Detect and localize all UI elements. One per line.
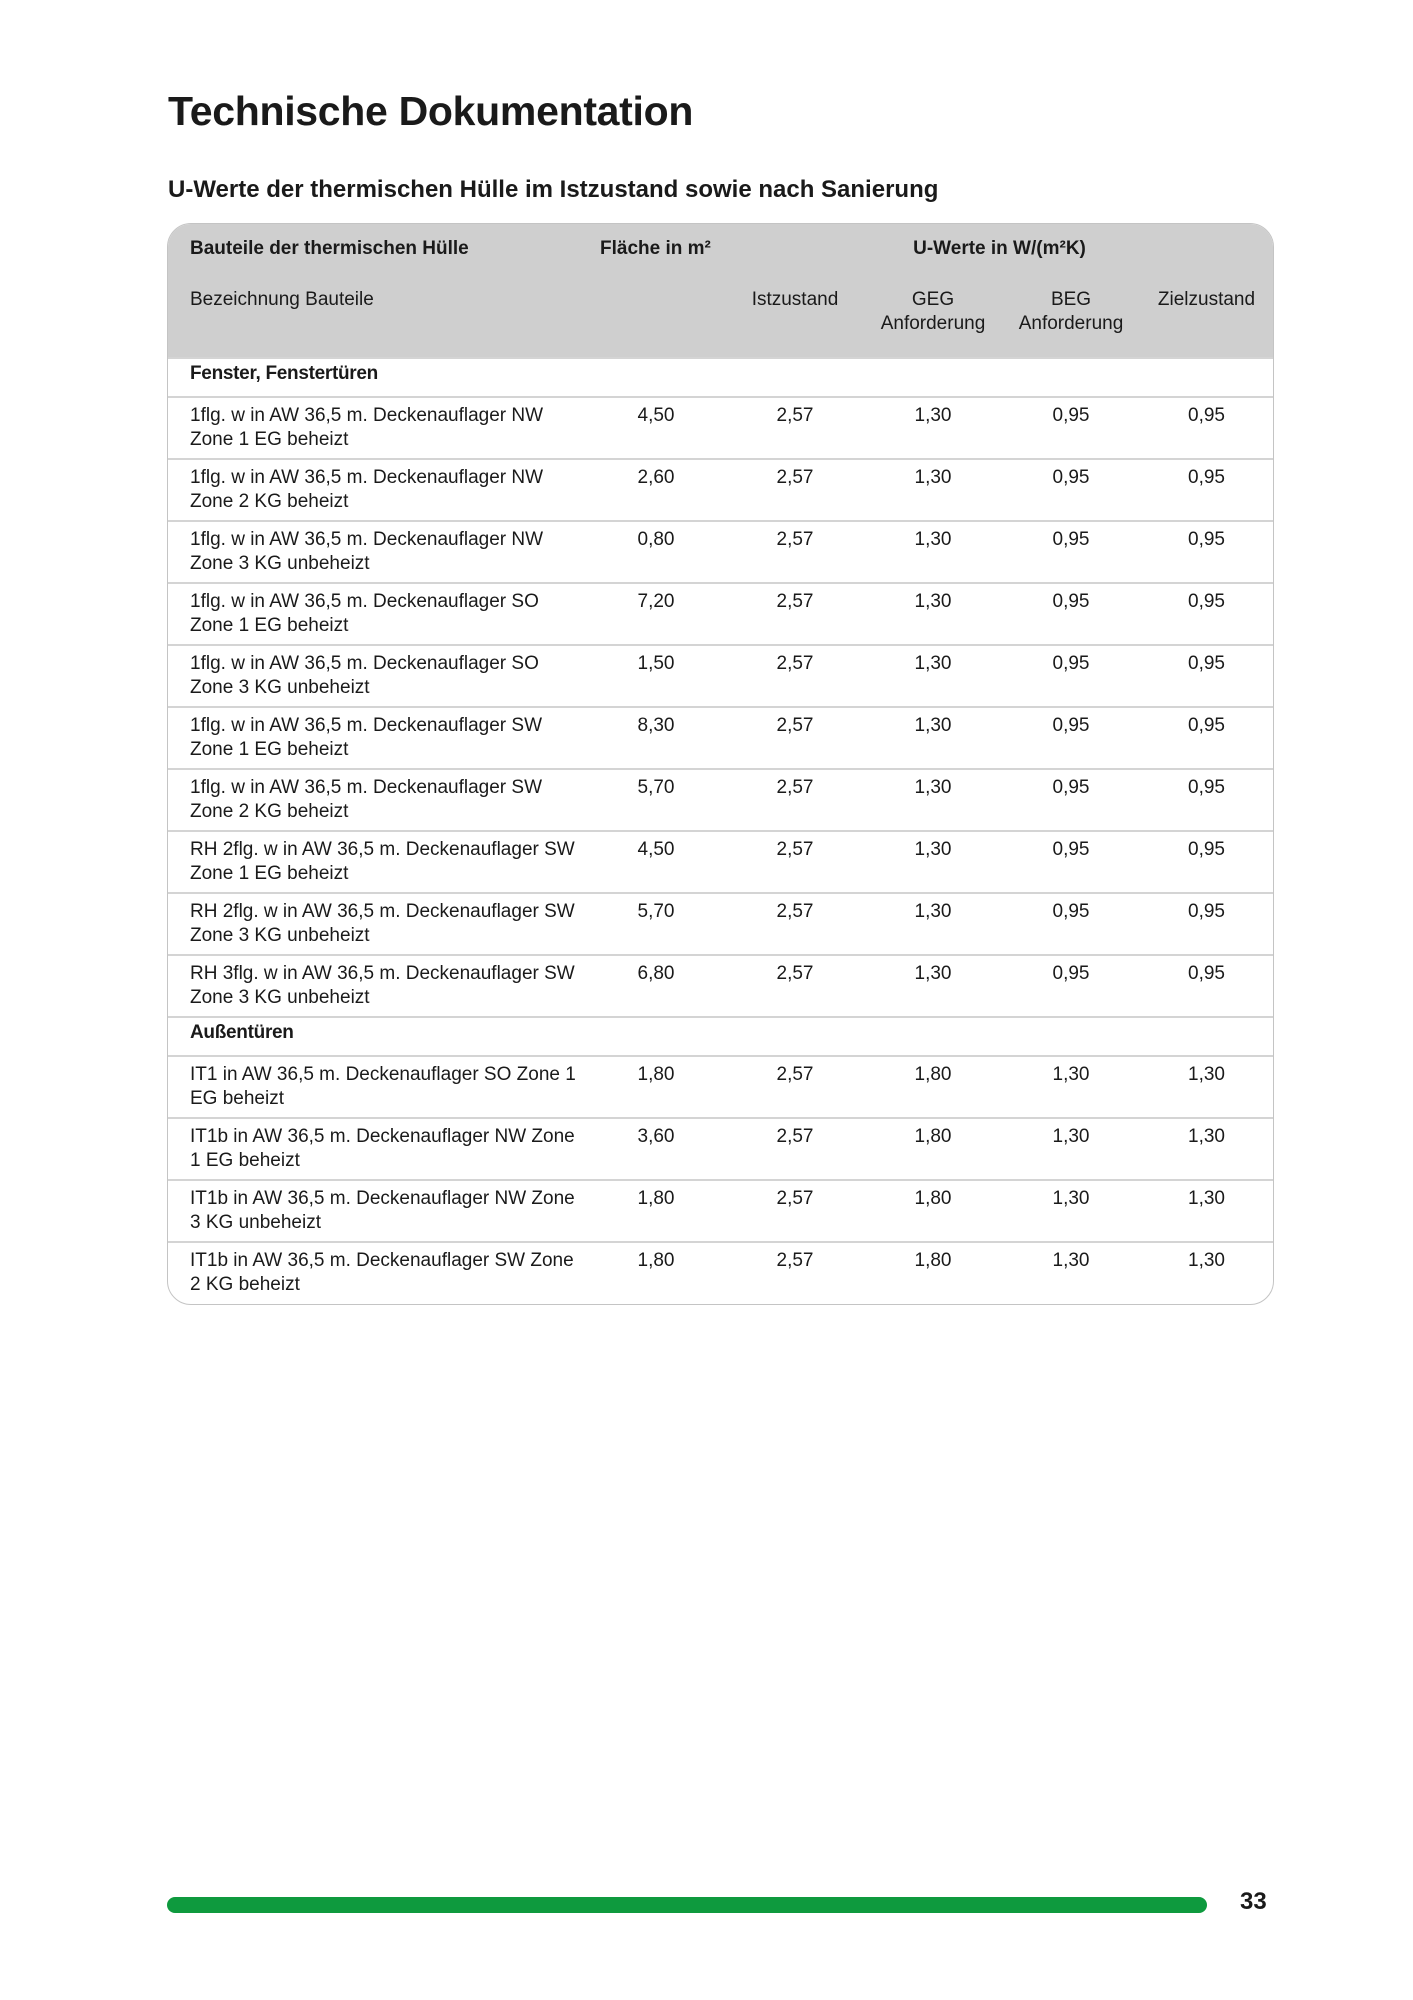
cell-zielzustand: 0,95 [1140,583,1273,645]
cell-beg: 1,30 [1002,1242,1140,1304]
cell-zielzustand: 0,95 [1140,645,1273,707]
cell-istzustand: 2,57 [726,1242,864,1304]
cell-bezeichnung: 1flg. w in AW 36,5 m. Deckenauflager SO Zone 3 KG unbeheizt [168,645,586,707]
cell-flaeche: 6,80 [586,955,726,1017]
cell-flaeche: 1,50 [586,645,726,707]
cell-geg: 1,30 [864,893,1002,955]
u-values-table-container [167,223,1274,1305]
cell-zielzustand: 0,95 [1140,707,1273,769]
header-beg: BEG Anforderung [1002,274,1140,358]
cell-zielzustand: 0,95 [1140,397,1273,459]
header-row-sub [168,274,1273,358]
table-row [168,645,1273,707]
header-bauteile: Bauteile der thermischen Hülle [168,224,586,274]
page-number: 33 [1240,1888,1267,1915]
cell-zielzustand: 0,95 [1140,831,1273,893]
group-title: Fenster, Fenstertüren [168,358,1273,397]
cell-geg: 1,30 [864,955,1002,1017]
table-row [168,583,1273,645]
table-row [168,459,1273,521]
cell-bezeichnung: RH 2flg. w in AW 36,5 m. Deckenauflager SW Zone 1 EG beheizt [168,831,586,893]
table-row [168,707,1273,769]
header-istzustand: Istzustand [726,274,864,358]
cell-istzustand: 2,57 [726,831,864,893]
cell-flaeche: 5,70 [586,769,726,831]
cell-beg: 0,95 [1002,521,1140,583]
cell-istzustand: 2,57 [726,521,864,583]
cell-beg: 1,30 [1002,1180,1140,1242]
cell-bezeichnung: 1flg. w in AW 36,5 m. Deckenauflager NW Zone 1 EG beheizt [168,397,586,459]
cell-flaeche: 1,80 [586,1242,726,1304]
cell-zielzustand: 1,30 [1140,1242,1273,1304]
table-row [168,1180,1273,1242]
cell-istzustand: 2,57 [726,459,864,521]
table-row [168,1056,1273,1118]
cell-beg: 0,95 [1002,583,1140,645]
cell-beg: 0,95 [1002,831,1140,893]
cell-geg: 1,80 [864,1056,1002,1118]
cell-beg: 0,95 [1002,955,1140,1017]
cell-geg: 1,30 [864,707,1002,769]
header-flaeche: Fläche in m² [586,224,726,274]
cell-istzustand: 2,57 [726,583,864,645]
cell-flaeche: 4,50 [586,397,726,459]
cell-flaeche: 1,80 [586,1180,726,1242]
cell-flaeche: 0,80 [586,521,726,583]
cell-geg: 1,80 [864,1180,1002,1242]
group-row [168,358,1273,397]
cell-geg: 1,30 [864,645,1002,707]
cell-istzustand: 2,57 [726,645,864,707]
cell-flaeche: 2,60 [586,459,726,521]
cell-flaeche: 3,60 [586,1118,726,1180]
cell-bezeichnung: IT1b in AW 36,5 m. Deckenauflager SW Zone 2 KG beheizt [168,1242,586,1304]
cell-zielzustand: 0,95 [1140,893,1273,955]
cell-geg: 1,30 [864,583,1002,645]
header-geg: GEG Anforderung [864,274,1002,358]
cell-geg: 1,30 [864,831,1002,893]
header-row-main [168,224,1273,274]
cell-geg: 1,80 [864,1118,1002,1180]
cell-zielzustand: 1,30 [1140,1118,1273,1180]
cell-beg: 0,95 [1002,769,1140,831]
cell-beg: 1,30 [1002,1056,1140,1118]
cell-flaeche: 7,20 [586,583,726,645]
cell-beg: 0,95 [1002,893,1140,955]
table-row [168,397,1273,459]
header-u-werte: U-Werte in W/(m²K) [726,224,1273,274]
cell-geg: 1,30 [864,769,1002,831]
group-title: Außentüren [168,1017,1273,1056]
cell-zielzustand: 1,30 [1140,1180,1273,1242]
cell-beg: 0,95 [1002,645,1140,707]
cell-istzustand: 2,57 [726,1118,864,1180]
table-row [168,831,1273,893]
cell-geg: 1,30 [864,459,1002,521]
cell-zielzustand: 0,95 [1140,769,1273,831]
cell-geg: 1,30 [864,397,1002,459]
table-row [168,893,1273,955]
cell-istzustand: 2,57 [726,769,864,831]
cell-istzustand: 2,57 [726,707,864,769]
cell-flaeche: 4,50 [586,831,726,893]
table-body [168,358,1273,1304]
table-header [168,224,1273,358]
footer-accent-bar [167,1897,1207,1913]
cell-bezeichnung: 1flg. w in AW 36,5 m. Deckenauflager SW Zone 2 KG beheizt [168,769,586,831]
cell-bezeichnung: 1flg. w in AW 36,5 m. Deckenauflager SO Zone 1 EG beheizt [168,583,586,645]
cell-flaeche: 8,30 [586,707,726,769]
cell-zielzustand: 1,30 [1140,1056,1273,1118]
cell-bezeichnung: IT1b in AW 36,5 m. Deckenauflager NW Zone 3 KG unbeheizt [168,1180,586,1242]
cell-istzustand: 2,57 [726,1056,864,1118]
cell-bezeichnung: RH 2flg. w in AW 36,5 m. Deckenauflager SW Zone 3 KG unbeheizt [168,893,586,955]
cell-istzustand: 2,57 [726,955,864,1017]
header-bezeichnung: Bezeichnung Bauteile [168,274,586,358]
cell-flaeche: 1,80 [586,1056,726,1118]
page-title: Technische Dokumentation [168,88,694,134]
cell-istzustand: 2,57 [726,397,864,459]
cell-bezeichnung: 1flg. w in AW 36,5 m. Deckenauflager SW Zone 1 EG beheizt [168,707,586,769]
header-zielzustand: Zielzustand [1140,274,1273,358]
section-title: U-Werte der thermischen Hülle im Istzustand sowie nach Sanierung [168,176,939,203]
cell-istzustand: 2,57 [726,893,864,955]
group-row [168,1017,1273,1056]
table-row [168,1118,1273,1180]
table-row [168,1242,1273,1304]
cell-istzustand: 2,57 [726,1180,864,1242]
cell-beg: 1,30 [1002,1118,1140,1180]
cell-bezeichnung: 1flg. w in AW 36,5 m. Deckenauflager NW Zone 2 KG beheizt [168,459,586,521]
header-flaeche-empty [586,274,726,358]
cell-bezeichnung: 1flg. w in AW 36,5 m. Deckenauflager NW Zone 3 KG unbeheizt [168,521,586,583]
table-row [168,955,1273,1017]
cell-zielzustand: 0,95 [1140,459,1273,521]
cell-geg: 1,30 [864,521,1002,583]
cell-beg: 0,95 [1002,459,1140,521]
cell-flaeche: 5,70 [586,893,726,955]
cell-bezeichnung: RH 3flg. w in AW 36,5 m. Deckenauflager SW Zone 3 KG unbeheizt [168,955,586,1017]
cell-geg: 1,80 [864,1242,1002,1304]
u-values-table [168,224,1273,1304]
cell-bezeichnung: IT1 in AW 36,5 m. Deckenauflager SO Zone 1 EG beheizt [168,1056,586,1118]
cell-bezeichnung: IT1b in AW 36,5 m. Deckenauflager NW Zone 1 EG beheizt [168,1118,586,1180]
table-row [168,521,1273,583]
cell-beg: 0,95 [1002,707,1140,769]
cell-zielzustand: 0,95 [1140,955,1273,1017]
cell-zielzustand: 0,95 [1140,521,1273,583]
cell-beg: 0,95 [1002,397,1140,459]
table-row [168,769,1273,831]
